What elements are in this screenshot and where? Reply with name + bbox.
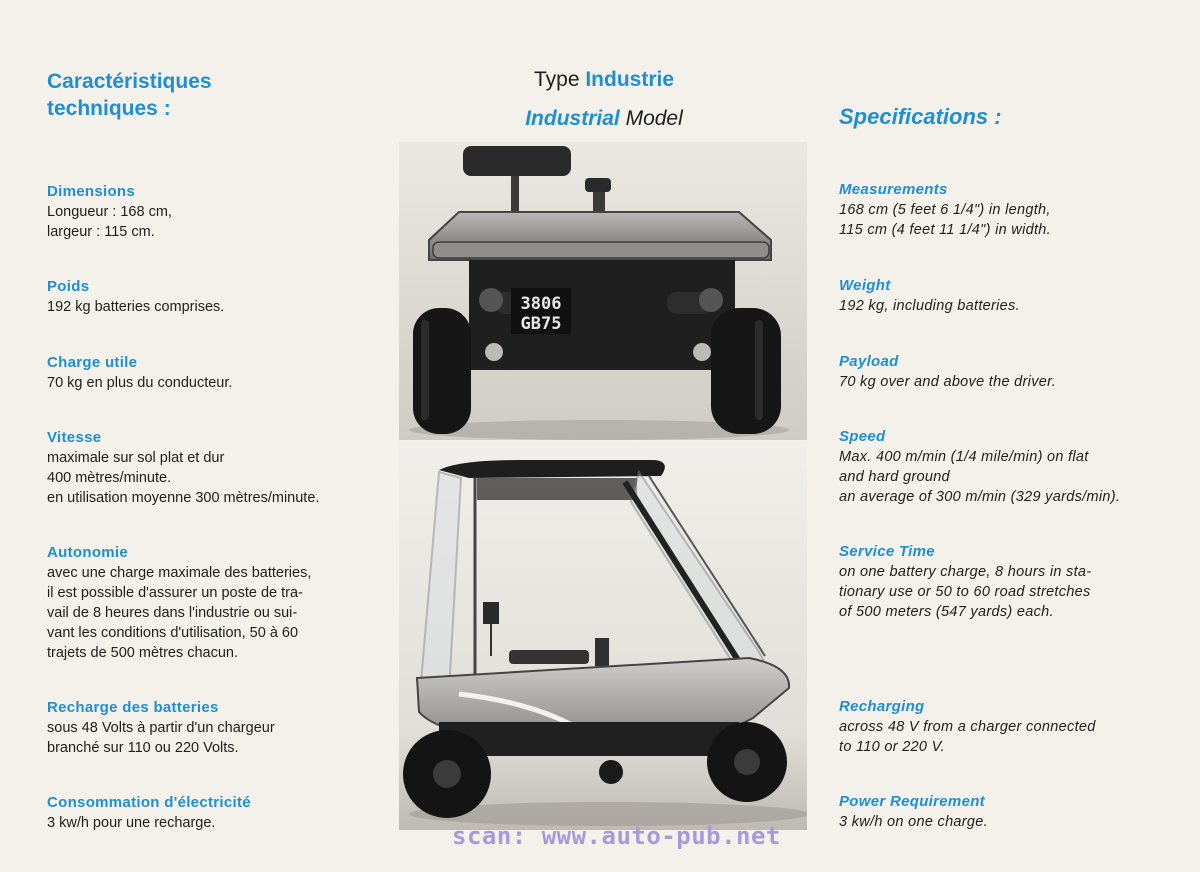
spec-line: 192 kg batteries comprises. — [47, 299, 225, 315]
english-specs-column — [839, 104, 1159, 830]
spec-payload-en — [839, 352, 1159, 392]
spec-poids-fr — [47, 277, 367, 317]
spec-line: largeur : 115 cm. — [47, 224, 155, 240]
spec-line: tionary use or 50 to 60 road stretches — [839, 584, 1091, 600]
spec-line: 3 kw/h on one charge. — [839, 814, 988, 830]
spec-heading: Autonomie — [47, 544, 129, 561]
spec-heading: Charge utile — [47, 354, 138, 371]
spec-recharge-fr — [47, 698, 367, 758]
spec-vitesse-fr — [47, 428, 367, 508]
spec-measurements-en — [839, 180, 1159, 240]
type-prefix: Type — [533, 68, 580, 91]
spec-line: il est possible d'assurer un poste de tra- — [47, 585, 303, 601]
spec-dimensions-fr — [47, 182, 367, 242]
plate-line2: GB75 — [520, 314, 562, 334]
english-title: Specifications : — [839, 104, 1002, 129]
spec-line: maximale sur sol plat et dur — [47, 450, 225, 466]
vehicle-front-photo — [399, 142, 807, 440]
french-title-line2: techniques : — [47, 97, 171, 120]
spec-autonomie-fr — [47, 543, 367, 663]
spec-line: vail de 8 heures dans l'industrie ou sui- — [47, 605, 298, 621]
spec-power-en — [839, 792, 1159, 832]
spec-line: 400 mètres/minute. — [47, 470, 172, 486]
spec-heading: Power Requirement — [839, 793, 985, 810]
plate-line1: 3806 — [520, 294, 562, 314]
spec-heading: Recharge des batteries — [47, 699, 219, 716]
spec-line: en utilisation moyenne 300 mètres/minute. — [47, 490, 320, 506]
spec-line: branché sur 110 ou 220 Volts. — [47, 740, 239, 756]
spec-line: 70 kg over and above the driver. — [839, 374, 1057, 390]
spec-heading: Dimensions — [47, 183, 136, 200]
model-title — [400, 107, 808, 131]
spec-line: 115 cm (4 feet 11 1/4") in width. — [839, 222, 1051, 238]
type-name: Industrie — [585, 68, 675, 91]
spec-line: an average of 300 m/min (329 yards/min). — [839, 489, 1121, 505]
spec-heading: Consommation d'électricité — [47, 794, 251, 811]
spec-line: to 110 or 220 V. — [839, 739, 945, 755]
french-specs-column — [47, 68, 367, 831]
spec-heading: Speed — [839, 428, 886, 445]
spec-line: vant les conditions d'utilisation, 50 à 60 — [47, 625, 299, 641]
spec-line: sous 48 Volts à partir d'un chargeur — [47, 720, 275, 736]
spec-speed-en — [839, 427, 1159, 507]
spec-line: trajets de 500 mètres chacun. — [47, 645, 239, 661]
spec-heading: Measurements — [839, 181, 948, 198]
spec-recharging-en — [839, 697, 1159, 757]
spec-service-time-en — [839, 542, 1159, 622]
spec-heading: Poids — [47, 278, 90, 295]
model-suffix: Model — [625, 107, 683, 130]
spec-line: of 500 meters (547 yards) each. — [839, 604, 1054, 620]
french-title-line1: Caractéristiques — [47, 70, 212, 93]
spec-heading: Vitesse — [47, 429, 102, 446]
spec-line: and hard ground — [839, 469, 950, 485]
spec-heading: Service Time — [839, 543, 935, 560]
spec-charge-utile-fr — [47, 353, 367, 393]
spec-consommation-fr — [47, 793, 367, 833]
spec-line: 168 cm (5 feet 6 1/4") in length, — [839, 202, 1051, 218]
type-title — [400, 68, 808, 92]
spec-line: across 48 V from a charger connected — [839, 719, 1096, 735]
spec-weight-en — [839, 276, 1159, 316]
spec-line: on one battery charge, 8 hours in sta- — [839, 564, 1092, 580]
spec-heading: Recharging — [839, 698, 925, 715]
spec-line: 70 kg en plus du conducteur. — [47, 375, 233, 391]
spec-line: Max. 400 m/min (1/4 mile/min) on flat — [839, 449, 1089, 465]
spec-line: avec une charge maximale des batteries, — [47, 565, 312, 581]
spec-heading: Weight — [839, 277, 891, 294]
scan-watermark: scan: www.auto-pub.net — [452, 822, 781, 850]
spec-heading: Payload — [839, 353, 899, 370]
spec-line: 3 kw/h pour une recharge. — [47, 815, 216, 831]
spec-line: Longueur : 168 cm, — [47, 204, 172, 220]
vehicle-canopy-photo — [399, 442, 807, 830]
spec-line: 192 kg, including batteries. — [839, 298, 1020, 314]
model-name: Industrial — [525, 107, 620, 130]
